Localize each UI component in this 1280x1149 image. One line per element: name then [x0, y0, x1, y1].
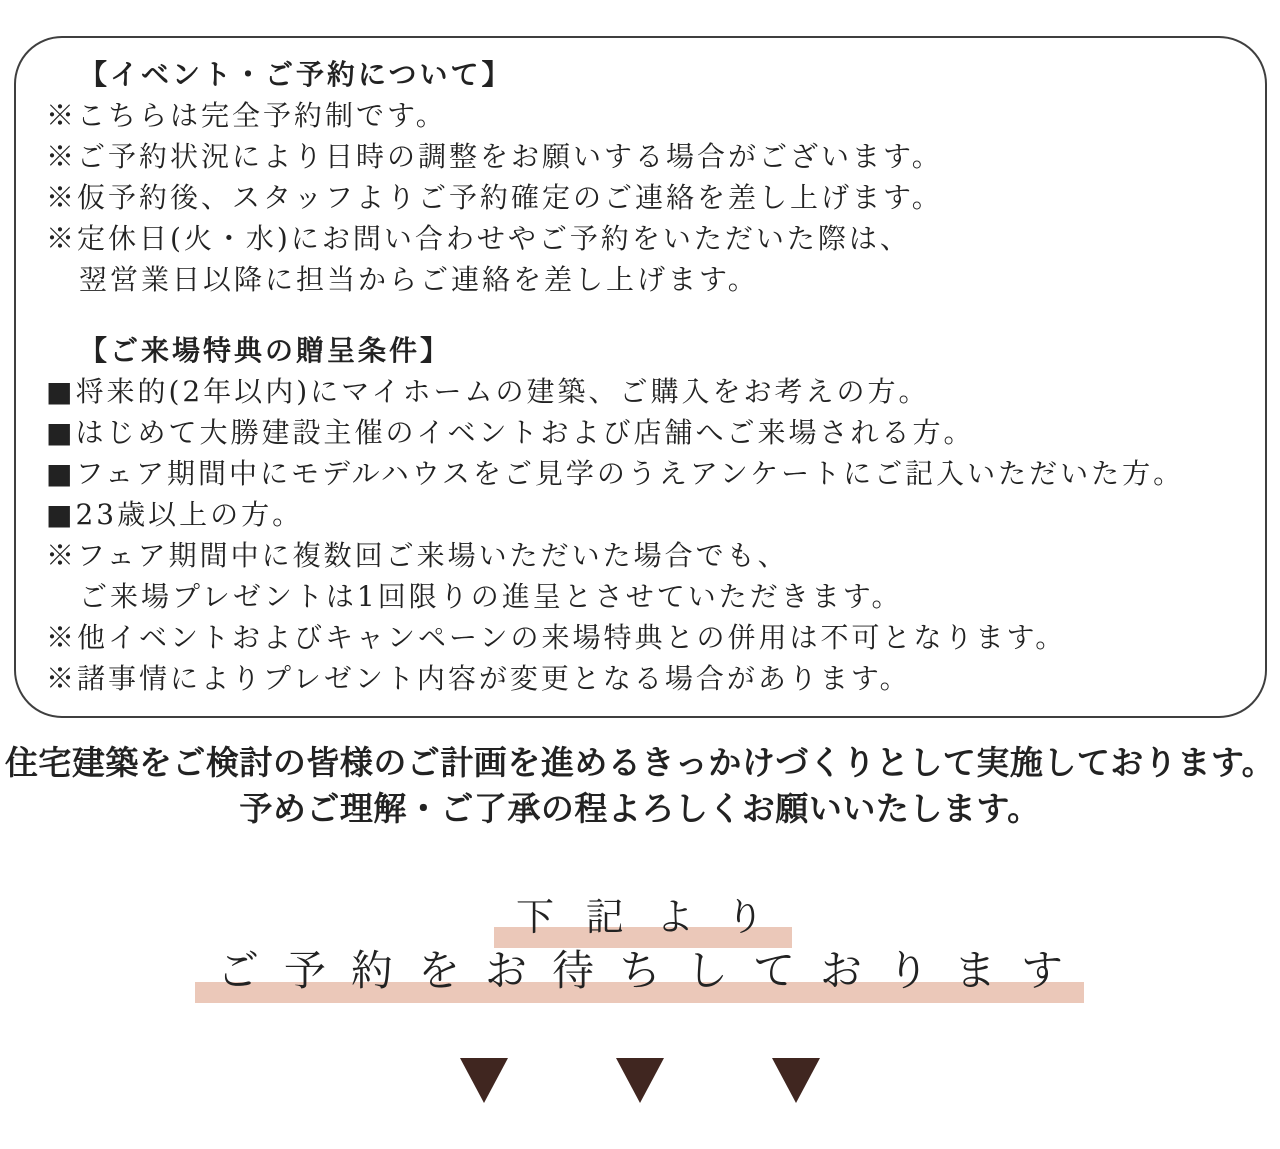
note-line: ※定休日(火・水)にお問い合わせやご予約をいただいた際は、: [46, 222, 911, 255]
note-line-continuation: 翌営業日以降に担当からご連絡を差し上げます。: [79, 263, 759, 296]
cta-pointer-row: [0, 1058, 1280, 1103]
condition-line: ■はじめて大勝建設主催のイベントおよび店舗へご来場される方。: [46, 416, 975, 449]
condition-line: ※フェア期間中に複数回ご来場いただいた場合でも、: [46, 539, 789, 572]
condition-line-continuation: ご来場プレゼントは1回限りの進呈とさせていただきます。: [79, 580, 903, 613]
footer-note-line-1: 住宅建築をご検討の皆様のご計画を進めるきっかけづくりとして実施しております。: [4, 743, 1276, 782]
section-event-heading: 【イベント・ご予約について】: [79, 58, 513, 91]
condition-line: ※他イベントおよびキャンペーンの来場特典との併用は不可となります。: [46, 621, 1067, 654]
down-triangle-icon: [772, 1058, 820, 1103]
down-triangle-icon: [460, 1058, 508, 1103]
section-benefits: [46, 330, 1247, 699]
note-line: ※ご予約状況により日時の調整をお願いする場合がございます。: [46, 140, 943, 173]
condition-line: ■将来的(2年以内)にマイホームの建築、ご購入をお考えの方。: [46, 375, 930, 408]
footer-note-line-2: 予めご理解・ご了承の程よろしくお願いいたします。: [239, 789, 1041, 828]
cta-block: [0, 894, 1280, 996]
footer-note: [0, 740, 1280, 832]
note-line: ※こちらは完全予約制です。: [46, 99, 447, 132]
cta-line-2: ご予約をお待ちしております: [216, 946, 1088, 995]
cta-row-1: [0, 894, 1280, 940]
down-triangle-icon: [616, 1058, 664, 1103]
section-benefits-heading: 【ご来場特典の贈呈条件】: [79, 334, 452, 367]
condition-line: ■フェア期間中にモデルハウスをご見学のうえアンケートにご記入いただいた方。: [46, 457, 1185, 490]
condition-line: ※諸事情によりプレゼント内容が変更となる場合があります。: [46, 662, 911, 695]
cta-row-2: [0, 940, 1280, 996]
section-event: [46, 54, 1247, 300]
cta-line-1: 下記より: [515, 895, 796, 939]
note-line: ※仮予約後、スタッフよりご予約確定のご連絡を差し上げます。: [46, 181, 943, 214]
notice-box: [14, 36, 1267, 718]
condition-line: ■23歳以上の方。: [46, 498, 304, 531]
